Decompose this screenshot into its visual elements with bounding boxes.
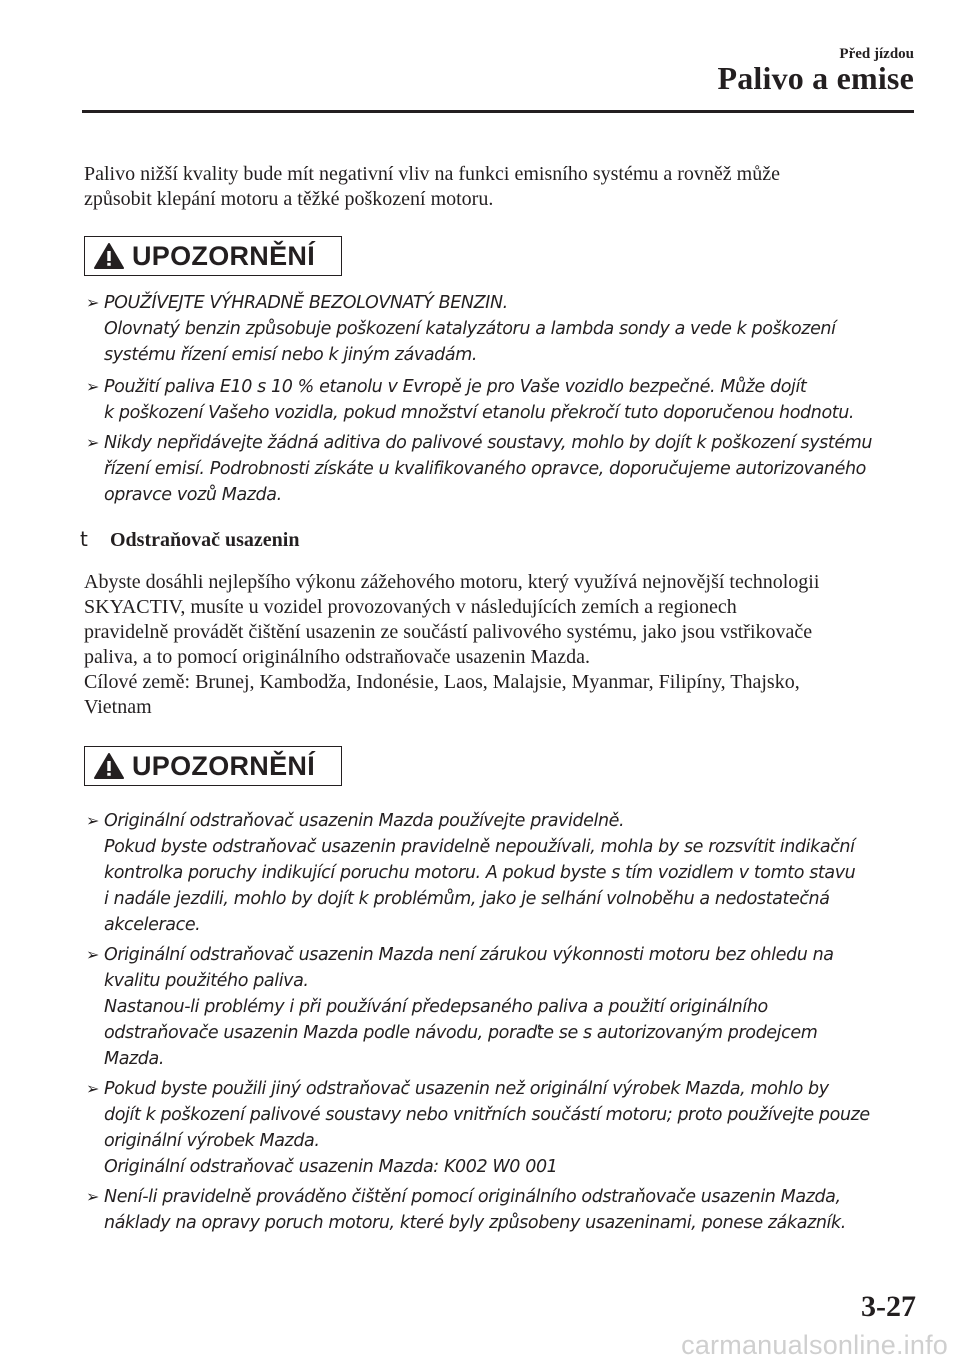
caution-item-line: opravce vozů Mazda.: [104, 485, 282, 505]
caution-item-line: Originální odstraňovač usazenin Mazda není zárukou výkonnosti motoru bez ohledu na: [104, 945, 834, 965]
caution-header: [84, 236, 342, 276]
caution-item-line: kvalitu použitého paliva.: [104, 971, 309, 991]
section-heading: [80, 527, 299, 552]
caution-item: [86, 942, 924, 1072]
watermark: carmanualsonline.info: [681, 1330, 948, 1360]
page-number: 3-27: [861, 1290, 916, 1323]
intro-line: způsobit klepání motoru a těžké poškození motoru.: [84, 188, 494, 210]
arrow-bullet-icon: ➢: [86, 293, 100, 312]
caution-item-line: k poškození Vašeho vozidla, pokud množství etanolu překročí tuto doporučenou hodnotu.: [104, 403, 855, 423]
running-header-section: Před jízdou: [839, 46, 914, 62]
caution-item-line: Originální odstraňovač usazenin Mazda používejte pravidelně.: [104, 811, 625, 831]
caution-item-line: Není-li pravidelně prováděno čištění pomocí originálního odstraňovače usazenin Mazda,: [104, 1187, 841, 1207]
caution-item: [86, 808, 924, 938]
section-line: Cílové země: Brunej, Kambodža, Indonésie, Laos, Malajsie, Myanmar, Filipíny, Thajsko,: [84, 671, 800, 693]
arrow-bullet-icon: ➢: [86, 1187, 100, 1206]
caution-item-line: dojít k poškození palivové soustavy nebo vnitřních součástí motoru; proto používejte pouze: [104, 1105, 870, 1125]
caution-item-line: kontrolka poruchy indikující poruchu motoru. A pokud byste s tím vozidlem v tomto stavu: [104, 863, 856, 883]
caution-item-line: Pokud byste použili jiný odstraňovač usazenin než originální výrobek Mazda, mohlo by: [104, 1079, 829, 1099]
section-line: SKYACTIV, musíte u vozidel provozovaných v následujících zemích a regionech: [84, 596, 737, 618]
caution-item-line: náklady na opravy poruch motoru, které byly způsobeny usazeninami, ponese zákazník.: [104, 1213, 846, 1233]
caution-item: [86, 374, 924, 426]
caution-item-line: řízení emisí. Podrobnosti získáte u kvalifikovaného opravce, doporučujeme autorizovaného: [104, 459, 866, 479]
caution-item-line: Použití paliva E10 s 10 % etanolu v Evropě je pro Vaše vozidlo bezpečné. Může dojít: [104, 377, 807, 397]
intro-paragraph: [84, 162, 924, 212]
caution-item-line: originální výrobek Mazda.: [104, 1131, 320, 1151]
caution-item-line: odstraňovače usazenin Mazda podle návodu, poraďte se s autorizovaným prodejcem: [104, 1023, 818, 1043]
arrow-bullet-icon: ➢: [86, 377, 100, 396]
caution-item-line: akcelerace.: [104, 915, 201, 935]
caution-item-line: Nastanou-li problémy i při používání předepsaného paliva a použití originálního: [104, 997, 768, 1017]
intro-line: Palivo nižší kvality bude mít negativní vliv na funkci emisního systému a rovněž může: [84, 163, 780, 185]
warning-triangle-icon: [93, 242, 125, 270]
caution-item: [86, 1076, 924, 1180]
caution-header: [84, 746, 342, 786]
warning-triangle-icon: [93, 752, 125, 780]
page-title: Palivo a emise: [717, 60, 914, 96]
caution-item-line: i nadále jezdili, mohlo by dojít k problémům, jako je selhání volnoběhu a nedostatečná: [104, 889, 830, 909]
section-line: Abyste dosáhli nejlepšího výkonu zážehového motoru, který využívá nejnovější technologii: [84, 571, 820, 593]
caution-label: UPOZORNĚNÍ: [132, 240, 316, 271]
caution-label: UPOZORNĚNÍ: [132, 750, 316, 781]
caution-item-line: Olovnatý benzin způsobuje poškození katalyzátoru a lambda sondy a vede k poškození: [104, 319, 836, 339]
caution-item-line: Nikdy nepřidávejte žádná aditiva do palivové soustavy, mohlo by dojít k poškození systému: [104, 433, 873, 453]
caution-item: [86, 1184, 924, 1236]
header-divider: [82, 110, 914, 113]
caution-item-line: Originální odstraňovač usazenin Mazda: K002 W0 001: [104, 1157, 558, 1177]
caution-item-line: Mazda.: [104, 1049, 165, 1069]
section-line: Vietnam: [84, 696, 152, 718]
caution-item: [86, 430, 924, 508]
arrow-bullet-icon: ➢: [86, 1079, 100, 1098]
section-marker: t: [80, 527, 88, 551]
section-heading-text: Odstraňovač usazenin: [110, 529, 300, 551]
section-line: pravidelně provádět čištění usazenin ze součástí palivového systému, jako jsou vstřikovače: [84, 621, 813, 643]
arrow-bullet-icon: ➢: [86, 811, 100, 830]
caution-item-line: systému řízení emisí nebo k jiným závadám.: [104, 345, 478, 365]
section-line: paliva, a to pomocí originálního odstraňovače usazenin Mazda.: [84, 646, 590, 668]
arrow-bullet-icon: ➢: [86, 945, 100, 964]
caution-item: [86, 290, 924, 368]
section-paragraph: [84, 570, 924, 720]
arrow-bullet-icon: ➢: [86, 433, 100, 452]
caution-item-line: POUŽÍVEJTE VÝHRADNĚ BEZOLOVNATÝ BENZIN.: [104, 293, 508, 313]
caution-item-line: Pokud byste odstraňovač usazenin pravidelně nepoužívali, mohla by se rozsvítit indikační: [104, 837, 855, 857]
